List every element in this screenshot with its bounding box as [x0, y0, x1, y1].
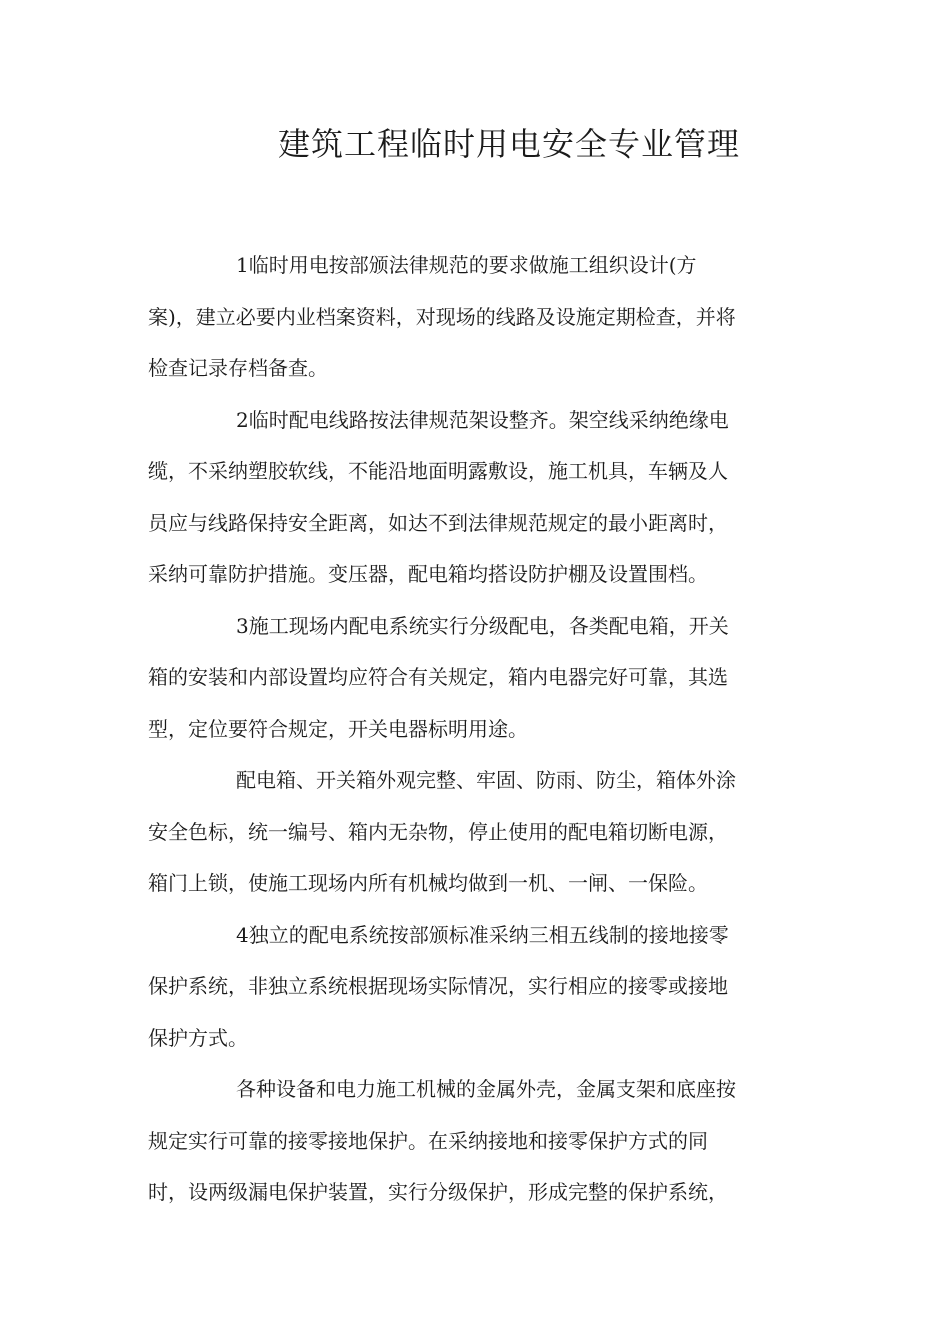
paragraph-line: 时，设两级漏电保护装置，实行分级保护，形成完整的保护系统， [148, 1180, 728, 1204]
paragraph-line: 4独立的配电系统按部颁标准采纳三相五线制的接地接零 [236, 922, 729, 947]
paragraph-5 [148, 910, 808, 1065]
paragraph-line: 配电箱、开关箱外观完整、牢固、防雨、防尘，箱体外涂 [236, 768, 736, 792]
paragraph-6 [148, 1064, 808, 1219]
paragraph-1 [148, 240, 808, 395]
paragraph-line: 型，定位要符合规定，开关电器标明用途。 [148, 716, 528, 741]
paragraph-line: 缆，不采纳塑胶软线，不能沿地面明露敷设，施工机具，车辆及人 [148, 459, 728, 483]
paragraph-line: 检查记录存档备查。 [148, 356, 328, 380]
document-body [148, 240, 808, 1219]
paragraph-4 [148, 755, 808, 910]
paragraph-line: 2临时配电线路按法律规范架设整齐。架空线采纳绝缘电 [236, 407, 729, 432]
paragraph-line: 安全色标，统一编号、箱内无杂物，停止使用的配电箱切断电源， [148, 819, 728, 844]
document-title: 建筑工程临时用电安全专业管理 [277, 125, 740, 163]
paragraph-line: 保护系统，非独立系统根据现场实际情况，实行相应的接零或接地 [148, 974, 728, 998]
paragraph-line: 案)，建立必要内业档案资料，对现场的线路及设施定期检查，并将 [148, 304, 736, 329]
paragraph-2 [148, 395, 808, 601]
paragraph-line: 员应与线路保持安全距离，如达不到法律规范规定的最小距离时， [148, 510, 728, 535]
paragraph-line: 采纳可靠防护措施。变压器，配电箱均搭设防护棚及设置围档。 [148, 562, 708, 586]
paragraph-3 [148, 601, 808, 756]
paragraph-line: 1临时用电按部颁法律规范的要求做施工组织设计(方 [236, 253, 697, 277]
paragraph-line: 各种设备和电力施工机械的金属外壳，金属支架和底座按 [236, 1077, 736, 1101]
paragraph-line: 3施工现场内配电系统实行分级配电，各类配电箱，开关 [236, 613, 729, 638]
paragraph-line: 保护方式。 [148, 1025, 248, 1050]
paragraph-line: 规定实行可靠的接零接地保护。在采纳接地和接零保护方式的同 [148, 1128, 708, 1153]
paragraph-line: 箱的安装和内部设置均应符合有关规定，箱内电器完好可靠，其选 [148, 665, 728, 689]
paragraph-line: 箱门上锁，使施工现场内所有机械均做到一机、一闸、一保险。 [148, 871, 708, 895]
